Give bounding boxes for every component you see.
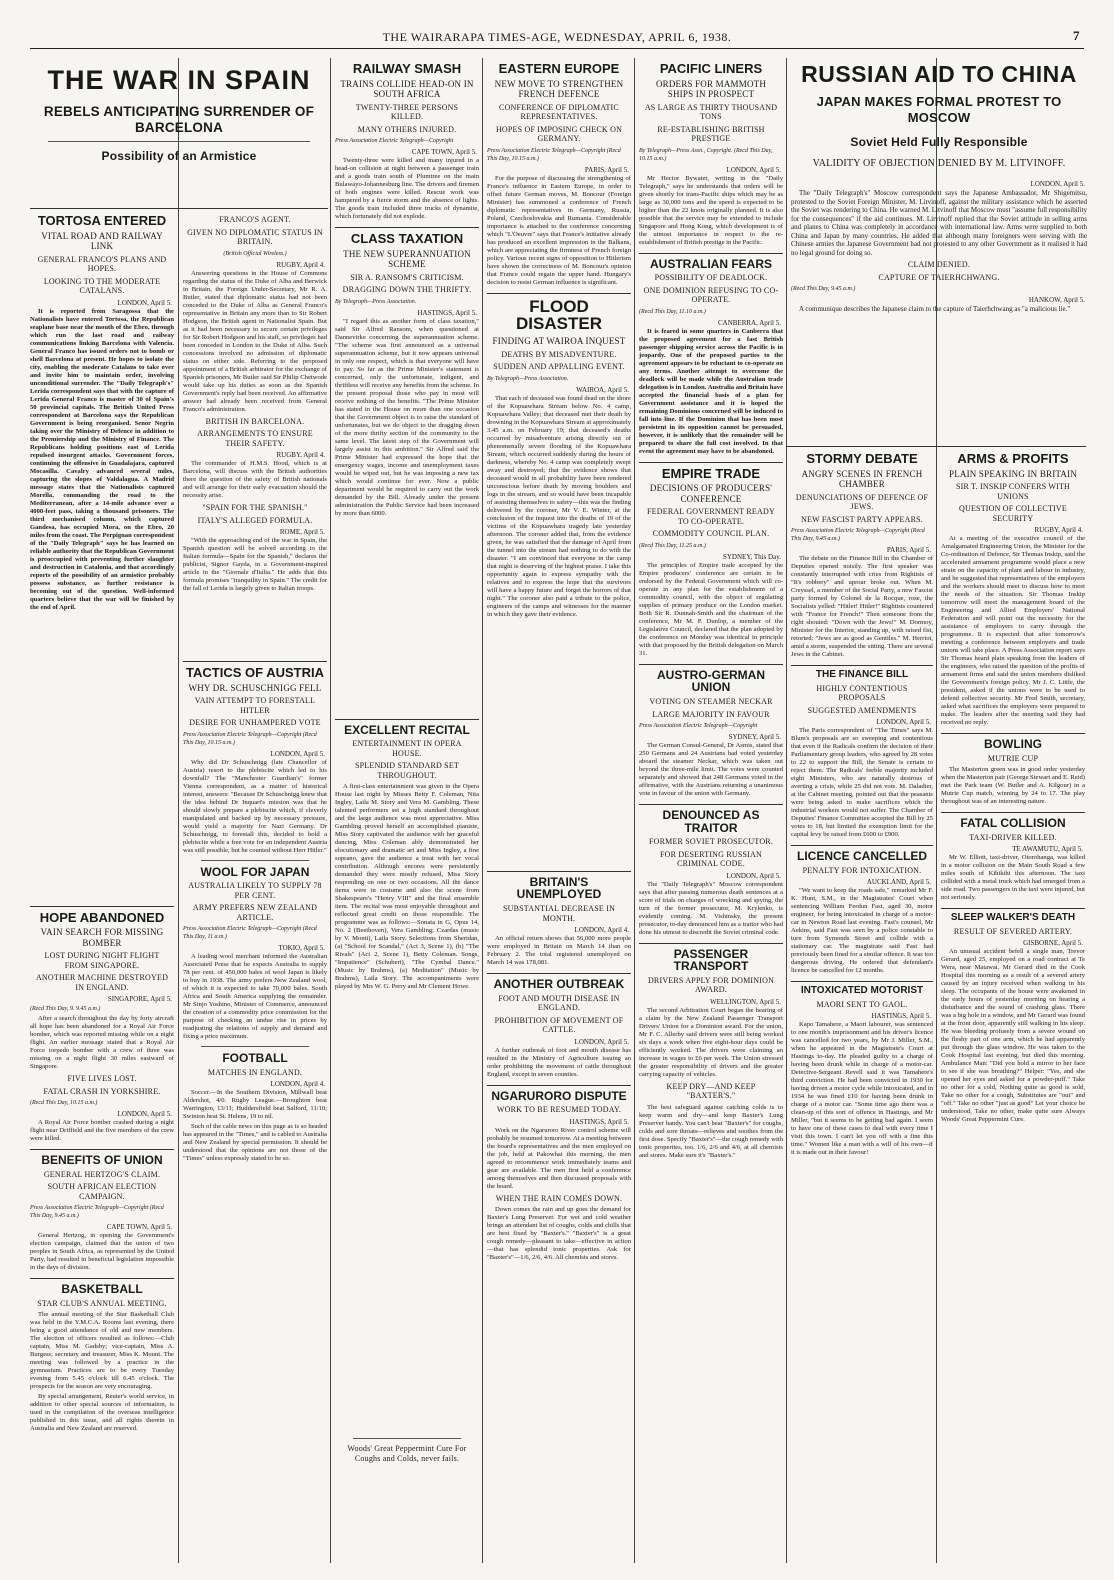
intoxicated-motorist-headline: INTOXICATED MOTORIST — [800, 985, 924, 997]
russian-aid-sub1: JAPAN MAKES FORMAL PROTEST TO MOSCOW — [816, 94, 1062, 126]
finance-bill-sub2: SUGGESTED AMENDMENTS — [807, 705, 917, 715]
eastern-europe-headline: EASTERN EUROPE — [498, 61, 620, 76]
eastern-europe-press: Press Association Electric Telegraph—Copyright (Recd This Day, 10.15 a.m.) — [487, 147, 621, 162]
war-in-spain-subhead: REBELS ANTICIPATING SURRENDER OF BARCELONA — [43, 104, 315, 136]
divider — [487, 871, 631, 872]
benefits-union-dateline: CAPE TOWN, April 5. — [106, 1223, 172, 1232]
article-text: Such of the cable news on this page as is so headed has appeared in the "Times," and is cabled to Australia and New Zealand by special permission. It should be understood that the opinions are not those of the "Times" unless expressly stated to be so. — [183, 1123, 327, 1163]
fatal-collision-dateline: TE AWAMUTU, April 5. — [1012, 845, 1083, 854]
another-outbreak-dateline: LONDON, April 5. — [574, 1037, 629, 1046]
divider — [487, 1085, 631, 1086]
licence-cancelled-headline: LICENCE CANCELLED — [796, 849, 927, 864]
divider — [201, 1046, 309, 1047]
column-4 — [487, 56, 631, 1568]
hope-abandoned-press2: (Recd This Day, 10.15 a.m.) — [30, 1100, 98, 1107]
divider — [786, 446, 1086, 447]
divider — [183, 661, 327, 662]
intoxicated-motorist-dateline: HASTINGS, April 5. — [871, 1012, 931, 1021]
divider — [30, 1278, 174, 1279]
hope-abandoned-sub1: VAIN SEARCH FOR MISSING BOMBER — [40, 927, 164, 948]
class-taxation-press: By Telegraph—Press Association. — [335, 298, 417, 305]
hope-abandoned-headline: HOPE ABANDONED — [39, 909, 165, 925]
railway-smash-press: Press Association Electric Telegraph—Copyright — [335, 138, 454, 145]
tortosa-sub3: LOOKING TO THE MODERATE CATALANS. — [43, 276, 161, 296]
sleep-walker-dateline: GISBORNE, April 5. — [1023, 939, 1083, 948]
tortosa-sub2: GENERAL FRANCO'S PLANS AND HOPES. — [37, 254, 167, 274]
stormy-debate-sub3: NEW FASCIST PARTY APPEARS. — [801, 514, 923, 524]
finance-bill-sub1: HIGHLY CONTENTIOUS PROPOSALS — [816, 683, 908, 703]
benefits-union-sub2: SOUTH AFRICAN ELECTION CAMPAIGN. — [47, 1182, 157, 1201]
article-text: That each of deceased was found dead on the shore of the Kopuawhara Stream below No. 4 camp, Kopuawhara Valley; that deceased met their death by drowning in the Kopuawhara Stream at approximately 3.45 a.m. on February 19; that deceased's deaths occurred by misadventure arising directly out of phenomenally severe flooding of the Kopuawhara Stream, which occurred suddenly during the hours of darkness, whereby No. 4 camp was completely swept away and destroyed; that the evidence shows that deceased would in all probability have been rendered unconscious before death by moving boulders and logs in the stream, and so would have been incapable of assisting themselves to safety—this was the finding delivered by the coroner, Mr V. E. Winter, at the conclusion of the inquest into the deaths of 19 of the victims of the Kopuawhara tragedy late yesterday afternoon. The coroner added that, from the evidence given, he was satisfied that the damage of April from the tunnel into the stream had nothing to do with the disaster. "I am convinced that everyone in the camp that night is deserving of the highest praise. I take this opportunity again to express sympathy with the relatives and to express the hope that the survivors will have a happy future and forget the horrors of that night." The coroner also paid a tribute to the police, engineers of the camps and witnesses for the manner in which they gave their evidence. — [487, 394, 631, 618]
article-text: Mr W. Elliott, taxi-driver, Otorohanga, was killed in a motor collision on the Main South Road a few miles south of Kihikihi this afternoon. The taxi collided with a metal truck which had emerged from a side road. Two passengers in the taxi were injured, but not seriously. — [941, 854, 1085, 902]
tactics-austria-dateline: LONDON, April 5. — [270, 749, 325, 758]
article-text: Answering questions in the House of Commons regarding the status of the Duke of Alba and Berwick in Britain, the Foreign Under-Secretary, Mr R. A. Butler, stated that diplomatic status had not been conceded to the Duke of Alba as General Franco's representative in Britain any more than to Sir Robert Hodgson, the British agent in Nationalist Spain. But as it had been necessary to secure certain privileges for Sir Robert Hodgson and his staff, so privileges had been conceded in London to the Duke of Alba. Such concessions involved no admission of diplomatic status on either side. Referring to the proposed appointment of a British arbitrator for the exchange of Spanish prisoners, Mr Butler said Sir Philip Chetwode would take up his duties as soon as the Spanish Government's reply had been received. An affirmative answer had already been received from General Franco's administration. — [183, 269, 327, 413]
divider — [201, 860, 309, 861]
flood-disaster-sub1: FINDING AT WAIROA INQUEST — [492, 336, 626, 347]
class-taxation-dateline: HASTINGS, April 5. — [417, 308, 477, 317]
stormy-debate-dateline: PARIS, April 5. — [886, 546, 931, 555]
railway-smash-sub3: MANY OTHERS INJURED. — [357, 124, 457, 134]
article-text: A Royal Air Force bomber crashed during a night flight near Driffield and the five members of the crew were killed. — [30, 1119, 174, 1143]
stormy-debate-sub1: ANGRY SCENES IN FRENCH CHAMBER — [801, 468, 923, 490]
empire-trade-dateline: SYDNEY, This Day. — [722, 552, 781, 561]
column-rule — [330, 58, 331, 1563]
empire-trade-sub1: DECISIONS OF PRODUCERS' CONFERENCE — [649, 483, 773, 504]
eastern-europe-dateline: PARIS, April 5. — [584, 165, 629, 174]
masthead-title: THE WAIRARAPA TIMES-AGE, WEDNESDAY, APRIL 6, 1938. — [382, 29, 732, 44]
divider — [335, 719, 479, 720]
wool-japan-dateline: TOKIO, April 5. — [278, 944, 325, 953]
railway-smash-sub2: TWENTY-THREE PERSONS KILLED. — [355, 102, 459, 122]
empire-trade-sub2: FEDERAL GOVERNMENT READY TO CO-OPERATE. — [647, 507, 775, 526]
passenger-transport-sub1: DRIVERS APPLY FOR DOMINION AWARD. — [647, 975, 775, 995]
football-dateline: LONDON, April 4. — [270, 1080, 325, 1089]
hope-abandoned-sub4: FIVE LIVES LOST. — [67, 1074, 137, 1084]
ngaruroro-headline: NGARURORO DISPUTE — [491, 1088, 627, 1103]
tortosa-body — [30, 308, 174, 900]
empire-trade-headline: EMPIRE TRADE — [661, 465, 761, 481]
war-in-spain-banner — [30, 58, 328, 208]
pacific-liners-press: By Telegraph—Press Assn., Copyright. (Recd This Day, 10.15 a.m.) — [639, 147, 773, 162]
flood-disaster-press: By Telegraph—Press Association. — [487, 375, 569, 382]
austro-german-headline: AUSTRO-GERMAN UNION — [657, 667, 765, 695]
article-text: Down comes the rain and up goes the demand for Baxter's Lung Preserver. For wet and cold weather brings an attendant list of coughs, colds and chills that are best fixed by "Baxter's." "Baxter's" is a great cough remedy—pleasant to take—effective in action—that has splendid tonic properties. Ask for "Baxter's"—1/6, 2/6, 4/6. All chemists and stores. — [487, 1206, 631, 1262]
tactics-austria-headline: TACTICS OF AUSTRIA — [186, 665, 324, 680]
fatal-collision-headline: FATAL COLLISION — [960, 816, 1066, 831]
divider — [30, 208, 328, 209]
sleep-walker-sub1: RESULT OF SEVERED ARTERY. — [953, 926, 1073, 936]
russian-aid-dateline2: HANKOW, April 5. — [1028, 296, 1085, 305]
article-text: For the purpose of discussing the strengthening of France's influence in Eastern Europe, in order to offset future German moves, M. Boncour (Foreign Minister) has summoned a conference of French diplomatic representatives in Germany, Russia, Poland, Czechoslovakia and Rumania. Considerable importance is attached to the conference concerning which "L'Oeuvre" says that France's initiative already has produced an excellent impression in the Balkans, which are appreciating the firmness of French foreign policy. Various recent signs of opposition to Hitlerism have shown the correctness of M. Boncour's opinion that France could regain the upper hand. Hungary's decision to resist German influence is significant. — [487, 174, 631, 286]
finance-bill-headline: THE FINANCE BILL — [815, 669, 909, 681]
article-text: By special arrangement, Reuter's world service, in addition to other special sources of information, is used in the compilation of the overseas intelligence published in this issue, and all rights therein in Australia and New Zealand are reserved. — [30, 1393, 174, 1433]
wool-japan-sub2: ARMY PREFERS NEW ZEALAND ARTICLE. — [192, 903, 318, 922]
denounced-traitor-dateline: LONDON, April 5. — [726, 871, 781, 880]
empire-trade-sub3: COMMODITY COUNCIL PLAN. — [652, 529, 770, 539]
pacific-liners-dateline: LONDON, April 5. — [726, 165, 781, 174]
eastern-europe-sub2: CONFERENCE OF DIPLOMATIC REPRESENTATIVES. — [499, 102, 619, 122]
tactics-austria-sub3: DESIRE FOR UNHAMPERED VOTE — [189, 718, 321, 728]
francos-agent-sub2: BRITISH IN BARCELONA. — [205, 416, 305, 426]
article-text: A first-class entertainment was given in the Opera House last night by Misses Betty F. Coleman, Nita Ingley, Laila M. Story and Vera M. Gambling. These talented performers set a high standard throughout and the large audience was most appreciative. Miss Gambling proved herself an accomplished pianiste, Miss Story captivated the audience with her graceful dancing, Miss Coleman ably demonstrated her elocutionary and dramatic art and Miss Ingley, a fine soprano, gave the audience a treat with her vocal contribution. Although encores were persistently demanded they were mostly refused, Miss Story responding on one or two occasions. All the dance items were in costume and also the scene from Shakespeare's "Henry VIII" and the final ensemble item. The recital was most enjoyable throughout and reflected great credit on those responsible. The programme was as follows:—Sonata in G, Opus 14, No. 2 (Beethoven), Vera Gambling; Czardas (music by V. Monti), Laila Story. Selections from Sheridan, (a) "School for Scandal," (Act 3, Scene 1), (b) "The Rivals" (Act 2, Scene 1), Betty Coleman. Songs, "Impatience" (Schubert), "The Cymbal Dance." (Music by Brahms), (a) Meditation" (Music by Brahms), Laila Story. The accompaniments were played by Mrs W. G. Perry and Mr Clement Howe. — [335, 783, 479, 991]
column-5 — [639, 56, 783, 1568]
basketball-headline: BASKETBALL — [61, 1282, 143, 1297]
russian-aid-sub2: Soviet Held Fully Responsible — [850, 135, 1028, 150]
passenger-transport-sub2: KEEP DRY—AND KEEP "BAXTER'S." — [666, 1081, 756, 1101]
divider — [335, 227, 479, 228]
stormy-debate-press: Press Association Electric Telegraph—Copyright (Recd This Day, 9.45 a.m.) — [791, 528, 925, 543]
article-text: "We want to keep the roads safe," remarked Mr F. K. Hunt, S.M., in the Magistrates' Court when sentencing William Ferdun Fast, aged 30, motor engineer, for being intoxicated in charge of a motor-car in Newton Road last evening. Fast's counsel, Mr Aekins, said Fast was seen by a police constable to turn from Symonds Street and collide with a stationary car. The magistrate said Fast had previously been fined for a similar offence. It was too dangerous driving. He ordered that defendant's licence be cancelled for 12 months. — [791, 887, 933, 975]
benefits-union-press: Press Association Electric Telegraph—Copyright (Recd This Day, 9.45 a.m.) — [30, 1205, 164, 1220]
hope-abandoned-sub5: FATAL CRASH IN YORKSHIRE. — [43, 1086, 161, 1096]
fatal-collision-sub1: TAXI-DRIVER KILLED. — [969, 832, 1057, 842]
francos-agent-sub3: ARRANGEMENTS TO ENSURE THEIR SAFETY. — [197, 429, 313, 448]
article-text: A communique describes the Japanese claim to the capture of Taierhchwang as "a malicious lie." — [799, 305, 1071, 314]
column-2 — [183, 212, 327, 1564]
ngaruroro-sub1: WORK TO BE RESUMED TODAY. — [496, 1105, 622, 1115]
article-text: The principles of Empire trade accepted by the Empire producers' conference are certain to be endorsed by the Federal Government which will co-operate in any plan for the establishment of a commodity council, with the object of regulating supplies of primary produce on the London market. Both Sir R. Dunnah-Smith and the chairman of the conference, Mr M. P. Dunlop, a member of the Legislative Council, declared that the plan adopted by the conference on Monday was identical in principle with that proposed by the British delegation on March 31. — [639, 561, 783, 657]
divider — [353, 1438, 461, 1439]
denounced-traitor-sub2: FOR DESERTING RUSSIAN CRIMINAL CODE. — [660, 849, 762, 869]
column-3 — [335, 56, 479, 1568]
article-text: "I regard this as another form of class taxation," said Sir Alfred Ransom, when questioned at Dannevirke concerning the superannuation scheme. "The scheme was first announced as a universal superannuation scheme, but it now appears universal in only one respect, which is that everyone will have to pay. So far as the Prime Minister's statement is concerned, only the unfortunate, indigent, and thriftless will receive any benefits from the scheme. In the present proposal those who pay in most will receive nothing of the benefits. "The Prime Minister has stated in the House on more than one occasion that the Government object is to raise the standard of unfortunates, but we do object to the dragging down of the more thrifty section of the community to the same level. The latest step of the Government will largely assist in this ambition." Sir Alfred said the Prime Minister had expressed the hope that the emergency wages, income and unemployment taxes would be wiped out, but he was imposing a new tax which would continue for ever. Now a public department would be required to carry out the work demanded by the Bill. Already under the present administration the Public Service had been increased by more than 6000. — [335, 317, 479, 517]
australian-fears-headline: AUSTRALIAN FEARS — [650, 256, 772, 271]
flood-disaster-sub2: DEATHS BY MISADVENTURE. — [501, 349, 617, 359]
francos-agent-dateline3: ROME, April 5. — [279, 528, 325, 536]
divider — [791, 981, 933, 982]
tactics-austria-sub2: VAIN ATTEMPT TO FORESTALL HITLER — [194, 696, 316, 715]
britains-unemployed-dateline: LONDON, April 4. — [574, 926, 629, 935]
divider — [941, 812, 1085, 813]
railway-smash-headline: RAILWAY SMASH — [352, 61, 462, 76]
article-text: Soccer.—In the Southern Division, Millwall beat Aldershot, 4/0. Rugby League.—Broughton beat Warrington, 13/11; Huddersfield beat Salford, 11/10; Swinton beat St. Helens, 19 to nil. — [183, 1089, 327, 1121]
francos-agent-dateline2: RUGBY, April 4. — [276, 451, 325, 459]
class-taxation-headline: CLASS TAXATION — [350, 231, 464, 247]
australian-fears-dateline: CANBERRA, April 5. — [717, 318, 781, 327]
article-text: It is reported from Saragossa that the Nationalists have entered Tortosa, the Republican seaplane base near the mouth of the Ebro, through which run the last road and railway communications linking Barcelona with Valencia. General Franco has issued orders not to bomb or shell Barcelona at present. He hopes to isolate the city, enabling the moderate Catalans to take over and invite him to maintain order, involving unconditional surrender. The "Daily Telegraph's" Lerida correspondent says that with the capture of Lerida General Franco is master of 30 of Spain's 50 provincial capitals. The British United Press correspondent at Barcelona says the Republican Government is being reorganised. Senor Negrin taking over the Ministry of Defence in addition to the Premiership and the Ministry of Finance. The Republicans holding positions east of Lerida repulsed insurgent attacks. Government forces, continuing the offensive in Guadalajara, captured Mocasilla. Cavalry advanced several miles, capturing the slopes of Valdalagua. A Madrid message states that the Nationalists captured Morella, commanding the road to the Mediterranean, after a 14-mile advance over a 4000-feet pass, taking a thousand prisoners. The third mechanised column, which captured Gandesa, has occupied Mora, on the Ebro, 20 miles from the coast. The Perpignan correspondent of the "Daily Telegraph" says he has learned on reliable authority that the Republican Government is preoccupied with preventing further slaughter and destruction in Catalonia, and that accordingly reports of the possibility of an armistice probably possess substance, as further resistance is becoming out of the question. Well-informed quarters believe that the war will be finished by the end of April. — [30, 307, 174, 611]
class-taxation-sub3: DRAGGING DOWN THE THRIFTY. — [342, 285, 472, 295]
russian-aid-sub5: CAPTURE OF TAIERHCHWANG. — [878, 272, 1000, 282]
another-outbreak-headline: ANOTHER OUTBREAK — [493, 977, 625, 992]
article-text: It is feared in some quarters in Canberra that the proposed agreement for a fast British passenger shipping service across the Pacific is in jeopardy. One of the proposed parties to the agreement appears to be reluctant to co-operate on any terms. Another attempt to overcome the deadlock will be made while the Australian trade delegation is in London. Australia and Britain have accepted the financial basis of a plan for Government assistance and it is hoped the remaining Dominions concerned will be induced to fall into line. If the Dominion that has been most persistent in its opposition cannot be persuaded, however, it is unlikely that the remainder will be prepared to share the full cost involved. In that event the agreement may have to be abandoned. — [639, 327, 783, 455]
article-text: A further outbreak of foot and mouth disease has resulted in the Ministry of Agriculture issuing an order prohibiting the movement of cattle throughout England, except in seven counties. — [487, 1046, 631, 1078]
class-taxation-sub1: THE NEW SUPERANNUATION SCHEME — [343, 248, 471, 270]
article-text: The annual meeting of the Star Basketball Club was held in the Y.M.C.A. Rooms last evening, there being a good attendance of old and new members. The election of officers resulted as follows:—Club captain, Miss M. Gadsby; vice-captain, Miss A. Burgess; secretary and treasurer, Miss K. Mount. The meeting was followed by a practice in the gymnasium. Practices are to be every Tuesday evening from 5.45 o'clock till 6.45 o'clock. The prospects for the season are very encouraging. — [30, 1311, 174, 1391]
bowling-headline: BOWLING — [984, 737, 1042, 752]
arms-profits-sub2: SIR T. INSKIP CONFERS WITH UNIONS — [955, 482, 1071, 501]
arms-profits-headline: ARMS & PROFITS — [957, 451, 1069, 466]
stormy-debate-sub2: DENUNCIATIONS OF DEFENCE OF JEWS. — [795, 492, 929, 512]
masthead — [30, 26, 1084, 49]
flood-disaster-dateline: WAIROA, April 5. — [576, 385, 629, 394]
licence-cancelled-dateline: AUCKLAND, April 5. — [866, 878, 931, 887]
article-text: The commander of H.M.S. Hood, which is at Barcelona, will discuss with the British authorities there the question of the safety of British nationals and will arrange for their early evacuation should the necessity arise. — [183, 460, 327, 499]
pacific-liners-headline: PACIFIC LINERS — [659, 61, 763, 76]
divider — [487, 293, 631, 294]
francos-agent-dateline: RUGBY, April 4. — [276, 260, 325, 269]
article-text: The best safeguard against catching colds is to keep warm and dry—and keep Baxter's Lung Preserver handy. You can't beat "Baxter's" for coughs, colds and sore throats—relieves and soothes from the first dose. Specify "Baxter's"—the cough remedy with tonic properties, too. 1/6, 2/6 and 4/6, at all chemists and stores. Make sure it's "Baxter's." — [639, 1103, 783, 1159]
article-text: The German Consul-General, Dr Asmis, stated that 250 Germans and 24 Austrians had voted yesterday aboard the steamer Neckar, which was taken out beyond the three-mile limit. The votes were counted separately and showed that 248 Germans voted in the affirmative, with the Austrians returning a unanimous vote in favour of the union with Germany. — [639, 742, 783, 798]
pacific-liners-sub2: AS LARGE AS THIRTY THOUSAND TONS — [644, 102, 778, 122]
divider — [639, 943, 783, 944]
hope-abandoned-dateline: SINGAPORE, April 5. — [107, 995, 172, 1004]
article-text: Why did Dr Schuschnigg (late Chancellor of Austria) resort to the plebiscite which led to his downfall? The "Manchester Guardian's" former Vienna correspondent, as a matter of historical interest, answers: "Because Dr Schuschnigg knew that the idea behind Dr Inquart's mission was that he should slowly prepare a plebiscite which, if cleverly manipulated and backed up by necessary pressure, would yield a majority for Nazi Germany. Dr Schuschnigg, to forestall this, decided to hold a plebiscite while a free vote for an independent Austria was still possible, but he counted without Herr Hitler." — [183, 758, 327, 854]
another-outbreak-sub1: FOOT AND MOUTH DISEASE IN ENGLAND. — [498, 993, 620, 1013]
australian-fears-sub1: POSSIBILITY OF DEADLOCK. — [654, 273, 768, 283]
hope-abandoned-sub2: LOST DURING NIGHT FLIGHT FROM SINGAPORE. — [44, 951, 160, 970]
russian-aid-dateline: LONDON, April 5. — [1030, 180, 1085, 189]
flood-disaster-headline: FLOOD DISASTER — [516, 296, 602, 334]
divider — [639, 664, 783, 665]
austro-german-press: Press Association Electric Telegraph—Copyright — [639, 723, 758, 730]
eastern-europe-sub1: NEW MOVE TO STRENGTHEN FRENCH DEFENCE — [494, 78, 624, 100]
divider — [30, 1149, 174, 1150]
ngaruroro-dateline: HASTINGS, April 5. — [569, 1117, 629, 1126]
tactics-austria-sub1: WHY DR. SCHUSCHNIGG FELL — [188, 682, 322, 693]
austro-german-dateline: SYDNEY, April 5. — [728, 733, 781, 742]
page-number: 7 — [1073, 28, 1080, 43]
column-rule — [178, 58, 179, 1563]
austro-german-sub1: VOTING ON STEAMER NECKAR — [649, 697, 773, 707]
article-text: The "Daily Telegraph's" Moscow correspondent says that after passing numerous death sentences at a score of trials on charges of wrecking and spying, the turn of the former prosecutor, M. Krylenko, is evidently coming. M. Vishinsky, the present prosecutor, to-day denounced him as a traitor who had done his utmost to discredit the Soviet criminal code. — [639, 880, 783, 936]
russian-aid-sub3: VALIDITY OF OBJECTION DENIED BY M. LITVINOFF. — [812, 158, 1066, 170]
passenger-transport-headline: PASSENGER TRANSPORT — [673, 946, 749, 974]
pacific-liners-sub1: ORDERS FOR MAMMOTH SHIPS IN PROSPECT — [655, 78, 767, 100]
benefits-union-headline: BENEFITS OF UNION — [41, 1153, 163, 1168]
russian-aid-headline: RUSSIAN AID TO CHINA — [801, 61, 1077, 87]
eastern-europe-sub3: HOPES OF IMPOSING CHECK ON GERMANY. — [495, 124, 623, 144]
flood-disaster-sub3: SUDDEN AND APPALLING EVENT. — [493, 362, 625, 372]
article-text: Twenty-three were killed and many injured in a head-on collision at night between a passenger train and a goods train south of Plumtree on the main Bulawayo-Johannesburg line. The drivers and firemen of both engines were killed. Rescue work was hampered by a fierce storm and the absence of lights. The goods train included three trucks of dynamite, which fortunately did not explode. — [335, 157, 479, 221]
basketball-sub1: STAR CLUB'S ANNUAL MEETING. — [37, 1298, 167, 1308]
sleep-walker-headline: SLEEP WALKER'S DEATH — [950, 912, 1076, 924]
tortosa-dateline: LONDON, April 5. — [117, 298, 172, 307]
article-text: At a meeting of the executive council of the Amalgamated Engineering Union, the Minister for the Co-ordination of Defence, Sir Thomas Inskip, said the accelerated armament programme would place a new strain on the capacity of plant and labour in industry, and he suggested that representatives of the employers and the workers should meet to discuss how to meet the needs of the situation. Sir Thomas Inskip tomorrow will meet the management board of the Engineering and Allied Employers' National Federation and will point out the necessity for the assistance of employers to carry through the programme. It is expected that after tomorrow's meeting a conference between employers and trade unions will take place. A Press Association report says Sir Thomas heard plain speaking from the leaders of the engineers, who raised the question of the profits of armament firms and said the union members disliked the Government's foreign policy. Mr J. C. Little, the president, asked if the unions were to be used to defend collective security. Mr Fred Smith, secretary, asked what sacrifices the employers were prepared to make. The leaders after the meeting said they had received no reply. — [941, 535, 1085, 727]
hope-abandoned-press: (Recd This Day, 9. 9.45 a.m.) — [30, 1006, 101, 1013]
finance-bill-dateline: LONDON, April 5. — [876, 718, 931, 727]
another-outbreak-sub2: PROHIBITION OF MOVEMENT OF CATTLE. — [494, 1015, 624, 1035]
class-taxation-sub2: SIR A. RANSOM'S CRITICISM. — [350, 272, 464, 282]
article-text: The "Daily Telegraph's" Moscow correspondent says the Japanese Ambassador, Mr Shigemitsu, protested to the Soviet Foreign Minister, M. Litvinoff, against the military assistance which he asserted the Soviet was rendering to China. He warned M. Litvinoff that Moscow must "assume full responsibility for the consequences" if the aid continues. M. Litvinoff replied that the Soviet attitude in selling arms and planes to China was completely in accordance with international law. Arms were supplied to both China and Japan by many countries. He added that although many foreigners were serving with the Chinese armies the Japanese Government had not protested to any other Government as it realised it had no legal ground for doing so. — [791, 189, 1087, 257]
article-text: The second Arbitration Court began the hearing of a claim by the New Zealand Passenger Transport Drivers' Union for a Dominion award. For the union, Mr F. C. Allerby said drivers were still being worked six days a week when five eight-hour days could be efficiently worked. The drivers were claiming an increase in wages to £6 per week. The Union stressed the greater responsibility of drivers and the greater carrying capacity of vehicles. — [639, 1006, 783, 1078]
excellent-recital-sub1: ENTERTAINMENT IN OPERA HOUSE. — [352, 739, 462, 758]
article-text: After a search throughout the day by forty aircraft all hope has been abandoned for a Royal Air Force bomber, which was reported missing while on a night flight. An earlier message stated that a Royal Air Force torpedo bomber with a crew of three was missing on a night flight 30 miles eastward of Singapore. — [30, 1015, 174, 1071]
divider — [941, 733, 1085, 734]
bowling-sub1: MUTRIE CUP — [987, 753, 1039, 763]
stormy-debate-headline: STORMY DEBATE — [806, 451, 918, 466]
article-text: An unusual accident befell a single man, Trevor Gerard, aged 25, employed on a road contract at Te Wera, near Matawai. Mr Gerard died in the Cook Hospital this morning as a result of a severed artery caused by an injury received when walking in his sleep. The occupants of the house were awakened in the early hours of yesterday morning on hearing a disturbance and the sound of crashing glass. There was a big hole in a window, and Mr Gerard was found at the front door, apparently still walking in his sleep. He was bleeding profusely from a severe wound on the fleshy part of one arm, which he had apparently put through the glass window. He was taken to the Cook Hospital last evening, but died this morning. Ambulance Man: "Did you hold a mirror to her face to see if she was breathing?" Helper: "Yes, and she opened her eyes and asked for a powder-puff." Take no other for a cold, Nothing quite as good is sold, Take no other for a cough, Substitutes are "out" and "off." Take no other "just as good" Let your choice be understood, Take no other, make quite sure Always Woods' Great Peppermint Cure. — [941, 948, 1085, 1124]
football-headline: FOOTBALL — [222, 1051, 288, 1066]
woods-advert: Woods' Great Peppermint Cure For Coughs and Colds, never fails. — [347, 1444, 467, 1463]
licence-cancelled-sub1: PENALTY FOR INTOXICATION. — [802, 865, 922, 875]
australian-fears-sub2: ONE DOMINION REFUSING TO CO-OPERATE. — [643, 285, 779, 305]
divider — [639, 462, 783, 463]
tortosa-headline: TORTOSA ENTERED — [37, 213, 167, 228]
column-rule — [786, 58, 787, 1563]
divider — [48, 141, 310, 142]
francos-agent-sub1: GIVEN NO DIPLOMATIC STATUS IN BRITAIN. — [187, 227, 323, 246]
wool-japan-headline: WOOL FOR JAPAN — [200, 864, 310, 879]
divider — [791, 665, 933, 666]
article-text: Work on the Ngaruroro River control scheme will probably be resumed tomorrow. At a meeting between the board's representatives and the men employed on the job, held at Pakowhai this morning, the men agreed to recommence work immediately teams and gear are available. The men first held a conference among themselves and then discussed proposals with the board. — [487, 1126, 631, 1190]
divider — [941, 908, 1085, 909]
article-text: General Hertzog, in opening the Government's election campaign, claimed that the union of two peoples in South Africa, as represented by the United Party, had resulted in beneficial legislation impossible in the days of division. — [30, 1232, 174, 1272]
divider — [791, 845, 933, 846]
column-7 — [941, 450, 1085, 1564]
ngaruroro-sub2: WHEN THE RAIN COMES DOWN. — [495, 1193, 623, 1203]
article-text: Kapo Tamahere, a Maori labourer, was sentenced to one month's imprisonment and his driver's licence was cancelled for two years, by Mr J. Miller, S.M., when he appeared in the Magistrate's Court at Hastings to-day. He pleaded guilty to a charge of having been drunk while in charge of a motor-car. Detective-Sergeant Revell said it was Tamahere's third conviction. He had been convicted in 1930 for having driven a motor cycle while intoxicated, and in 1934 he was fined £10 for having been drunk in charge of a motor car. "Some time ago there was a clean-up of this sort of offence in Hastings, and Mr Miller, "but it seems to be getting bad again. I seem to have one of these cases to deal with every time I visit this town. I can't let you off with a fine this time." Women like a man with a will of his own—if it is made out in their favour! — [791, 1021, 933, 1157]
excellent-recital-sub2: SPLENDID STANDARD SET THROUGHOUT. — [354, 761, 459, 780]
article-text: An official return shows that 56,000 more people were employed in Britain on March 14 than on February 2. The total registered unemployed on March 14 was 178,081. — [487, 935, 631, 967]
francos-agent-sub4: "SPAIN FOR THE SPANISH." — [202, 503, 308, 512]
britains-unemployed-headline: BRITAIN'S UNEMPLOYED — [516, 874, 602, 902]
francos-agent-press: (British Official Wireless.) — [223, 250, 287, 257]
article-text: A leading wool merchant informed the Australian Associated Press that he expects Australia to supply 78 per cent. of 450,000 bales of wool Japan is likely to buy in 1938. The army prefers New Zealand wool, of which it is expected to take 70,000 bales. South Africa and South America supplying the remainder. Mr Sinjo Yoshino, Minister of Commerce, announced the creation of a commodity price commission for the purpose of checking an undue rise in prices by readjusting the relations of supply and demand and fixing a price maximum. — [183, 953, 327, 1041]
arms-profits-sub1: PLAIN SPEAKING IN BRITAIN — [948, 468, 1078, 479]
divider — [639, 804, 783, 805]
australian-fears-press: (Recd This Day, 11.10 a.m.) — [639, 308, 706, 315]
divider — [487, 973, 631, 974]
austro-german-sub2: LARGE MAJORITY IN FAVOUR — [652, 709, 770, 719]
arms-profits-sub3: QUESTION OF COLLECTIVE SECURITY — [959, 504, 1067, 523]
wool-japan-press: Press Association Electric Telegraph—Copyright (Recd This Day, 11 a.m.) — [183, 926, 317, 941]
russian-aid-sub4: CLAIM DENIED. — [907, 260, 971, 270]
article-text: The Masterton green was in good order yesterday when the Masterton pair (George Stewart and E. Reid) met the Park team (W. Butler and A. Kilgour) in a Mutrie Cup match, winning by 24 to 17. The play throughout was of an interesting nature. — [941, 766, 1085, 806]
denounced-traitor-sub1: FORMER SOVIET PROSECUTOR. — [648, 837, 774, 847]
francos-agent-sub5: ITALY'S ALLEGED FORMULA. — [197, 515, 313, 525]
tactics-austria-press: Press Association Electric Telegraph—Copyright (Recd This Day, 10.15 a.m.) — [183, 731, 317, 746]
railway-smash-sub1: TRAINS COLLIDE HEAD-ON IN SOUTH AFRICA — [340, 78, 474, 100]
excellent-recital-headline: EXCELLENT RECITAL — [344, 722, 470, 737]
column-1 — [30, 212, 174, 1564]
railway-smash-dateline: CAPE TOWN, April 5. — [411, 148, 477, 157]
arms-profits-dateline: RUGBY, April 4. — [1034, 526, 1083, 535]
article-text: "With the approaching end of the war in Spain, the Spanish question will be solved according to the Italian formula—Spain for the Spanish," declares the publicist, Signor Gayda, in a Government-inspired article in the "Giornale d'Italia." He adds that this formula promises "tranquility in Spain." The credit for the fall of Lerida is largely given to Italian troops. — [183, 537, 327, 592]
divider — [639, 253, 783, 254]
football-sub1: MATCHES IN ENGLAND. — [207, 1067, 303, 1077]
hope-abandoned-sub3: ANOTHER MACHINE DESTROYED IN ENGLAND. — [35, 973, 169, 992]
war-in-spain-subhead2: Possibility of an Armistice — [101, 149, 257, 164]
britains-unemployed-sub1: SUBSTANTIAL DECREASE IN MONTH. — [502, 904, 616, 923]
divider — [30, 906, 174, 907]
intoxicated-motorist-sub1: MAORI SENT TO GAOL. — [816, 999, 908, 1009]
column-rule — [634, 58, 635, 1563]
russian-aid-press: (Recd This Day, 9.45 a.m.) — [791, 286, 856, 293]
column-6 — [791, 450, 933, 1564]
hope-abandoned-dateline2: LONDON, April 5. — [117, 1110, 172, 1119]
article-text: Mr Hector Bywater, writing in the "Daily Telegraph," says he understands that orders will be given shortly for trans-Pacific ships which may be as large as 30,000 tons and the speed is expected to be higher than the 22 knots originally planned. It is also possible that the service may be extended to include Singapore and Hong Kong, which development is of the utmost importance in respect to the re-establishment of British prestige in the Pacific. — [639, 174, 783, 246]
tortosa-sub1: VITAL ROAD AND RAILWAY LINK — [41, 230, 163, 252]
article-text: The debate on the Finance Bill in the Chamber of Deputies opened noisily. The first speaker was constantly interrupted with cries from Rightists of "It's robbery" and uproar broke out. When M. Creyssel, a member of the Social Party, a new Fascist party formed by Colonel de la Rocque, rose, the Socialists yelled: "Hitler! Hitler!" Rightists countered with "France for French!" Then someone from the right shouted: "Down with the Jews!" M. Dormoy, Minister for the Interior, standing up, with raised fist, retorted: "Jews are as good as Gentiles." M. Herriot, amid a storm, suspended the sitting. There are several Jews in the Cabinet. — [791, 555, 933, 659]
empire-trade-press: (Recd This Day, 11.25 a.m.) — [639, 542, 706, 549]
denounced-traitor-headline: DENOUNCED AS TRAITOR — [662, 808, 760, 835]
column-rule — [482, 58, 483, 1563]
pacific-liners-sub3: RE-ESTABLISHING BRITISH PRESTIGE — [657, 124, 765, 144]
francos-agent-headline: FRANCO'S AGENT. — [219, 215, 291, 224]
article-text: The Paris correspondent of "The Times" says M. Blum's proposals are so sweeping and contentious that even if the Radicals confirm the decision of their Parliamentary group leaders, who agreed by 28 votes to 22 to support the Bill, the Senate is certain to reject them. The Radicals' feeble majority included eight Ministers, who are naturally desirous of averting a crisis, while 25 did not vote. M. Daladier, at the Cabinet meeting, pointed out that the peasants were being asked to make sacrifices which the industrial workers would not suffer. The Chamber of Deputies' Finance Committee accepted the Bill by 25 votes to 18, but limited the exemption limit for the capital levy be raised from £600 to £900. — [791, 727, 933, 839]
russian-aid-section — [791, 56, 1087, 446]
wool-japan-sub1: AUSTRALIA LIKELY TO SUPPLY 78 PER CENT. — [188, 881, 322, 900]
war-in-spain-headline: THE WAR IN SPAIN — [47, 65, 311, 95]
benefits-union-sub1: GENERAL HERTZOG'S CLAIM. — [43, 1169, 161, 1179]
passenger-transport-dateline: WELLINGTON, April 5. — [709, 997, 781, 1006]
